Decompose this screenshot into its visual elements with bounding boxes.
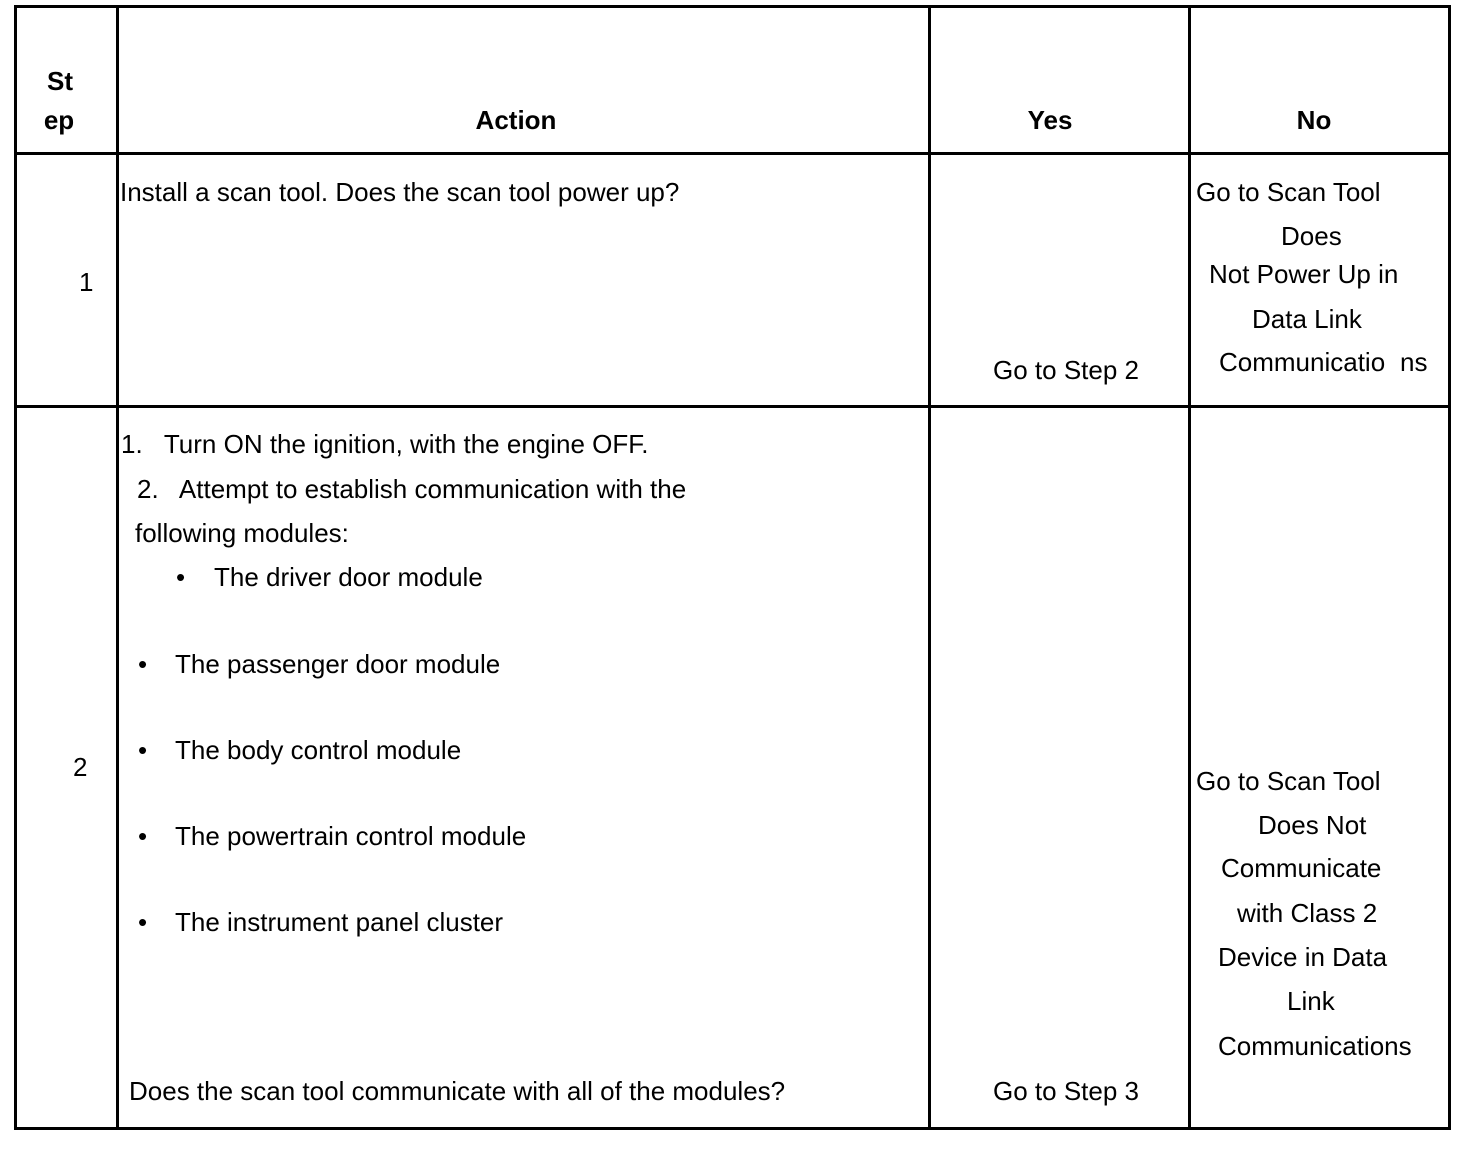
header-step-line2: ep bbox=[43, 105, 75, 135]
header-step-line1: St bbox=[47, 66, 73, 96]
row2-action-line3: following modules: bbox=[135, 518, 349, 548]
row1-no-line5-suffix: ns bbox=[1400, 347, 1428, 377]
table-border-left bbox=[14, 5, 17, 1130]
row1-no-line4: Data Link bbox=[1252, 304, 1362, 334]
row1-no-line1: Go to Scan Tool bbox=[1196, 177, 1381, 207]
row1-no-line3: Not Power Up in bbox=[1209, 259, 1399, 289]
row2-no-line3: Communicate bbox=[1221, 853, 1382, 883]
bullet-passenger-door: The passenger door module bbox=[175, 649, 501, 679]
table-border-bottom bbox=[14, 1127, 1451, 1130]
column-divider-action bbox=[928, 5, 931, 1130]
row2-question: Does the scan tool communicate with all of the modules? bbox=[129, 1076, 786, 1106]
column-divider-step bbox=[116, 5, 119, 1130]
row2-no-line1: Go to Scan Tool bbox=[1196, 766, 1381, 796]
row1-no-line5: Communicatio bbox=[1219, 347, 1386, 377]
bullet-icon: • bbox=[138, 735, 148, 765]
bullet-driver-door: The driver door module bbox=[214, 562, 483, 592]
table-border-top bbox=[14, 5, 1451, 8]
row2-no-line5: Device in Data bbox=[1218, 942, 1388, 972]
row2-no-line6: Link bbox=[1287, 986, 1335, 1016]
row2-no-line2: Does Not bbox=[1258, 810, 1367, 840]
row2-yes: Go to Step 3 bbox=[993, 1076, 1139, 1106]
bullet-powertrain-control: The powertrain control module bbox=[175, 821, 527, 851]
row1-no-line2: Does bbox=[1281, 221, 1342, 251]
row1-action: Install a scan tool. Does the scan tool power up? bbox=[120, 177, 680, 207]
bullet-icon: • bbox=[176, 562, 186, 592]
column-divider-yes bbox=[1188, 5, 1191, 1130]
row2-action-line1: 1. Turn ON the ignition, with the engine OFF. bbox=[121, 429, 649, 459]
row1-yes: Go to Step 2 bbox=[993, 355, 1139, 385]
header-yes: Yes bbox=[1027, 105, 1073, 135]
bullet-icon: • bbox=[138, 907, 148, 937]
row1-step-number: 1 bbox=[79, 267, 94, 297]
row2-no-line7: Communications bbox=[1218, 1031, 1412, 1061]
row2-no-line4: with Class 2 bbox=[1237, 898, 1378, 928]
header-divider bbox=[14, 152, 1451, 155]
header-no: No bbox=[1296, 105, 1332, 135]
bullet-icon: • bbox=[138, 649, 148, 679]
bullet-instrument-panel: The instrument panel cluster bbox=[175, 907, 504, 937]
row2-step-number: 2 bbox=[73, 752, 88, 782]
row2-action-line2: 2. Attempt to establish communication with the bbox=[137, 474, 687, 504]
row-divider bbox=[14, 405, 1451, 408]
bullet-icon: • bbox=[138, 821, 148, 851]
header-action: Action bbox=[475, 105, 557, 135]
bullet-body-control: The body control module bbox=[175, 735, 462, 765]
table-border-right bbox=[1448, 5, 1451, 1130]
